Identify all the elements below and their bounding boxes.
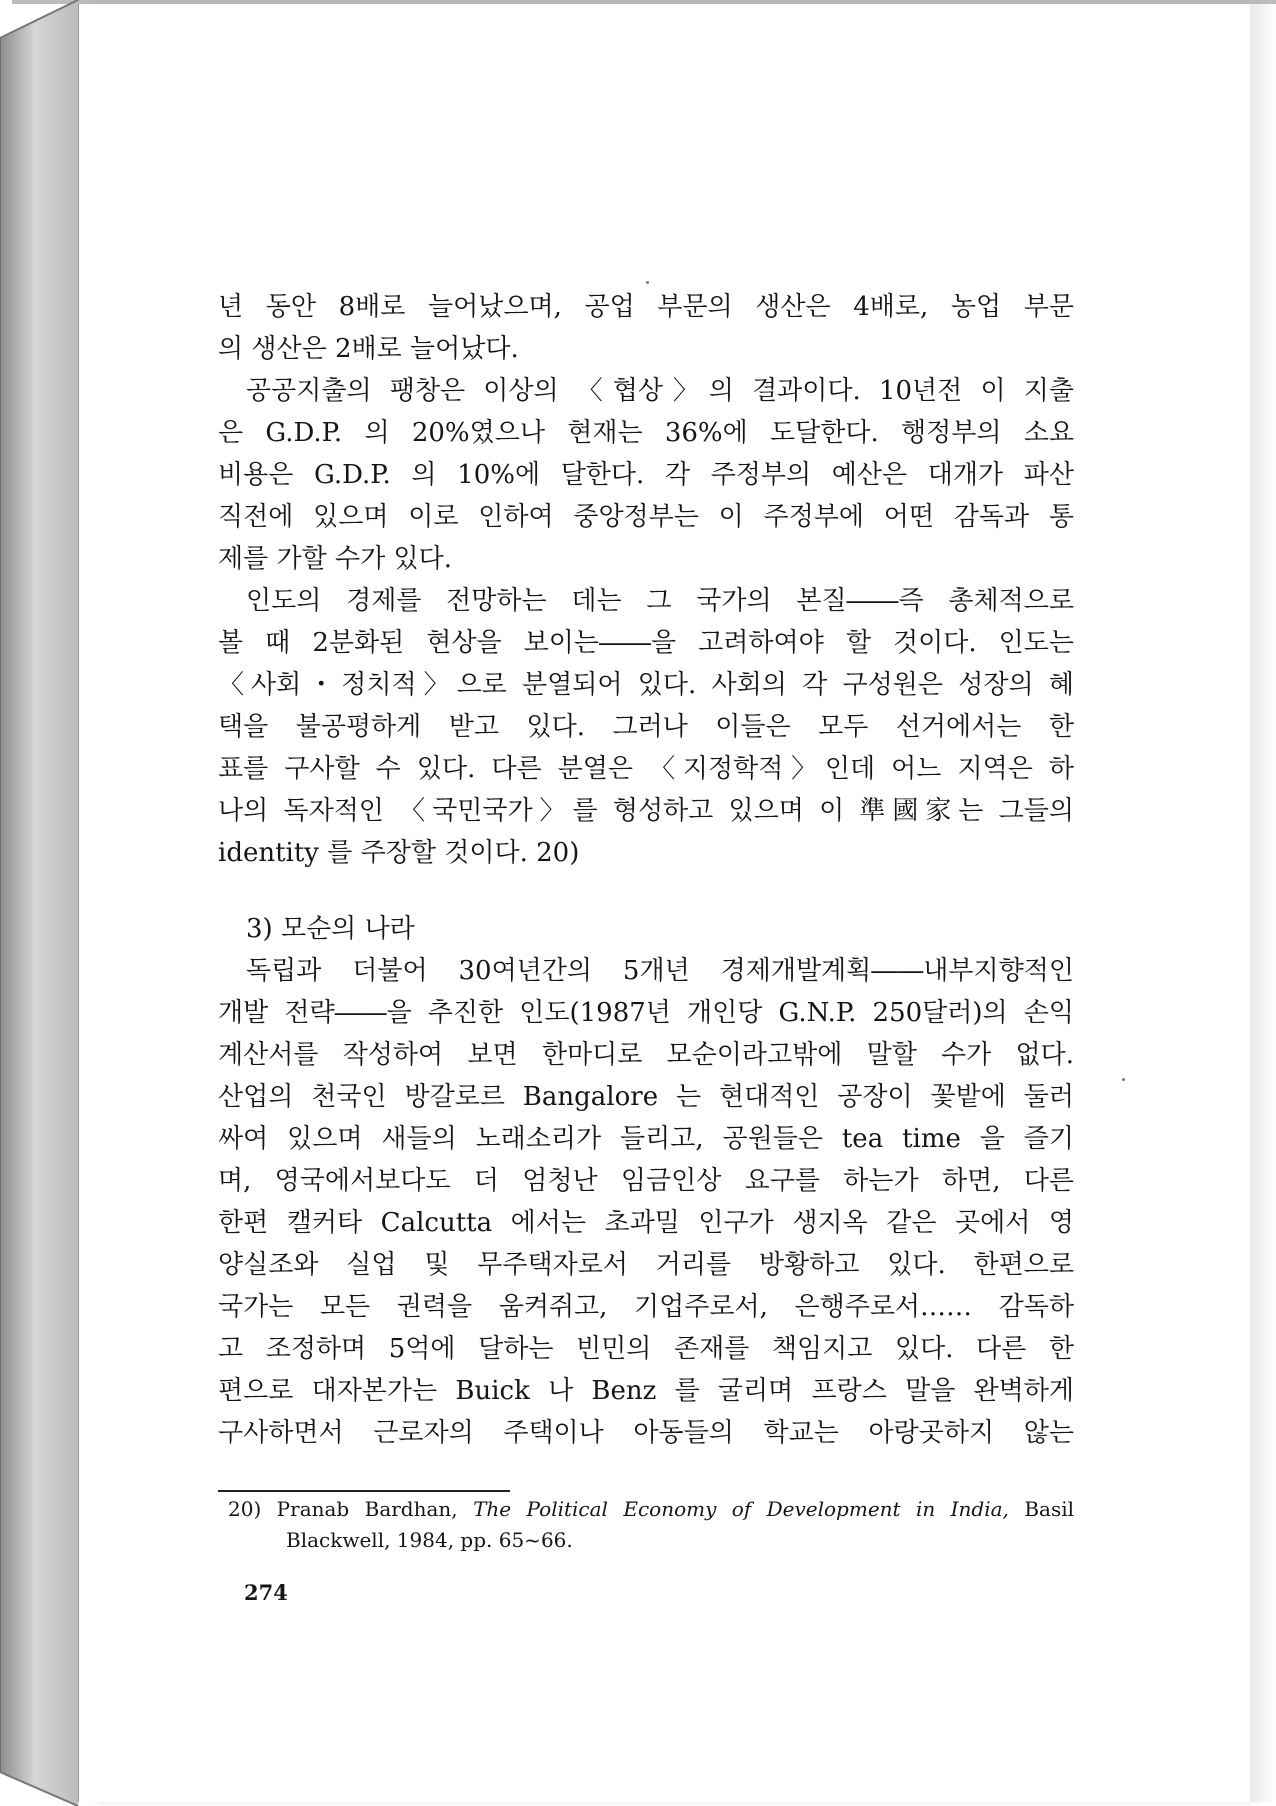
page-right-edge xyxy=(1250,4,1276,1802)
paragraph-gap xyxy=(218,874,1074,908)
footnote xyxy=(228,1494,1074,1556)
footnote-marker: 20) xyxy=(228,1497,262,1521)
text-line: 년 동안 8배로 늘어났으며, 공업 부문의 생산은 4배로, 농업 부문 xyxy=(218,292,1074,322)
text-line: 구사하면서 근로자의 주택이나 아동들의 학교는 아랑곳하지 않는 xyxy=(218,1418,1074,1448)
scan-speck xyxy=(1122,1078,1125,1081)
text-line: 공공지출의 팽창은 이상의 〈협상〉의 결과이다. 10년전 이 지출 xyxy=(246,376,1074,406)
footnote-title: The Political Economy of Development in India, xyxy=(473,1497,1009,1521)
text-line: 산업의 천국인 방갈로르 Bangalore 는 현대적인 공장이 꽃밭에 둘러 xyxy=(218,1082,1074,1112)
text-line: 나의 독자적인 〈국민국가〉를 형성하고 있으며 이 準國家는 그들의 xyxy=(218,796,1074,826)
text-line: 독립과 더불어 30여년간의 5개년 경제개발계획――내부지향적인 xyxy=(246,956,1074,986)
text-line: 인도의 경제를 전망하는 데는 그 국가의 본질――즉 총체적으로 xyxy=(246,586,1074,616)
book-spine xyxy=(0,0,80,1806)
text-line: identity 를 주장할 것이다. 20) xyxy=(218,838,580,868)
page-number: 274 xyxy=(244,1580,288,1605)
section-heading: 3) 모순의 나라 xyxy=(246,914,415,944)
text-line: 싸여 있으며 새들의 노래소리가 들리고, 공원들은 tea time 을 즐기 xyxy=(218,1124,1074,1154)
text-line: 직전에 있으며 이로 인하여 중앙정부는 이 주정부에 어떤 감독과 통 xyxy=(218,502,1074,532)
text-line: 국가는 모든 권력을 움켜쥐고, 기업주로서, 은행주로서…… 감독하 xyxy=(218,1292,1074,1322)
text-line: 편으로 대자본가는 Buick 나 Benz 를 굴리며 프랑스 말을 완벽하게 xyxy=(218,1376,1074,1406)
text-line: 표를 구사할 수 있다. 다른 분열은 〈지정학적〉인데 어느 지역은 하 xyxy=(218,754,1074,784)
text-line: 제를 가할 수가 있다. xyxy=(218,544,452,574)
text-line: 은 G.D.P. 의 20%였으나 현재는 36%에 도달한다. 행정부의 소요 xyxy=(218,418,1074,448)
footnote-publisher: Basil xyxy=(1024,1497,1075,1521)
text-line: 개발 전략――을 추진한 인도(1987년 개인당 G.N.P. 250달러)의 손익 xyxy=(218,998,1074,1028)
footnote-line-1 xyxy=(228,1494,1074,1525)
text-line: 택을 불공평하게 받고 있다. 그러나 이들은 모두 선거에서는 한 xyxy=(218,712,1074,742)
text-line: 의 생산은 2배로 늘어났다. xyxy=(218,334,519,364)
text-line: 〈사회・정치적〉으로 분열되어 있다. 사회의 각 구성원은 성장의 혜 xyxy=(218,670,1074,700)
text-line: 며, 영국에서보다도 더 엄청난 임금인상 요구를 하는가 하면, 다른 xyxy=(218,1166,1074,1196)
text-line: 볼 때 2분화된 현상을 보이는――을 고려하여야 할 것이다. 인도는 xyxy=(218,628,1074,658)
text-line: 비용은 G.D.P. 의 10%에 달한다. 각 주정부의 예산은 대개가 파산 xyxy=(218,460,1074,490)
body-text xyxy=(218,286,1074,1454)
scan-speck xyxy=(646,281,649,284)
text-line: 계산서를 작성하여 보면 한마디로 모순이라고밖에 말할 수가 없다. xyxy=(218,1040,1074,1070)
text-line: 양실조와 실업 및 무주택자로서 거리를 방황하고 있다. 한편으로 xyxy=(218,1250,1074,1280)
text-line: 한편 캘커타 Calcutta 에서는 초과밀 인구가 생지옥 같은 곳에서 영 xyxy=(218,1208,1074,1238)
footnote-author: Pranab Bardhan, xyxy=(276,1497,458,1521)
text-line: 고 조정하며 5억에 달하는 빈민의 존재를 책임지고 있다. 다른 한 xyxy=(218,1334,1074,1364)
footnote-line-2: Blackwell, 1984, pp. 65~66. xyxy=(286,1528,573,1552)
footnote-rule xyxy=(218,1490,510,1492)
